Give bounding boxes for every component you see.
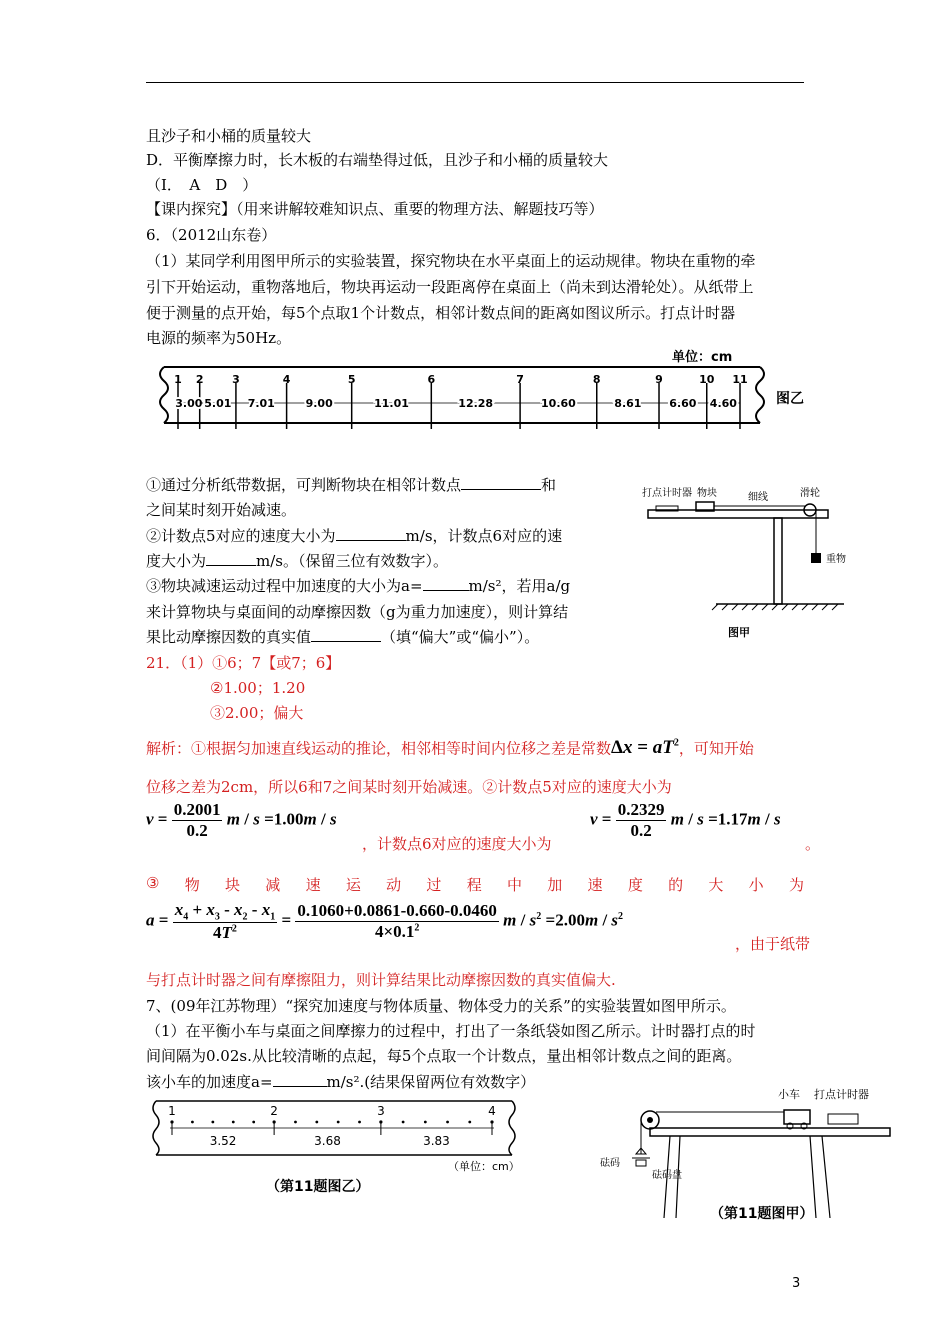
q7-tape-point-label: 3: [377, 1104, 385, 1118]
q6-sub2-text-b: m/s，计数点6对应的速: [405, 527, 563, 545]
q7-tape-point-label: 1: [168, 1104, 176, 1118]
q6-sub3-text-e: （填“偏大”或“偏小”）。: [381, 628, 540, 646]
spaced-char: 运: [345, 876, 361, 894]
q7-text-4a: 该小车的加速度a=: [146, 1073, 273, 1091]
accel-numerator: 0.1060+0.0861-0.660-0.0460: [297, 901, 497, 921]
formula-v6: v = $\frac{0.2329}{0.2}$ m / s =1.17m / s: [590, 800, 781, 840]
v6-result: =1.17: [708, 809, 748, 829]
answer-blank-2[interactable]: [336, 526, 406, 541]
tape-point-label: 11: [732, 373, 748, 386]
q7-tape-dot: [446, 1121, 449, 1124]
tape-unit-label: 单位：cm: [672, 350, 733, 365]
q6-sub1-line1: [146, 475, 556, 495]
spaced-char: 小: [748, 876, 764, 894]
q7-tape-point-label: 2: [270, 1104, 278, 1118]
q6-sub1-text-a: ①通过分析纸带数据，可判断物块在相邻计数点: [146, 476, 462, 494]
q6-title: 6．（2012山东卷）: [146, 226, 277, 244]
answer-blank-4[interactable]: [423, 576, 469, 591]
spaced-char: 过: [426, 876, 442, 894]
answer-blank-3[interactable]: [206, 551, 256, 566]
tape-point-label: 8: [592, 373, 601, 386]
q7-apparatus-figure: [600, 1080, 900, 1230]
tape-distance-label: 4.60: [709, 397, 737, 410]
tape-point-label: 1: [174, 373, 182, 386]
spaced-char: ③: [146, 874, 160, 892]
q7-tape-unit: （单位：cm）: [448, 1160, 520, 1173]
spaced-char: 速: [587, 876, 603, 894]
q6-sub3-text-b: m/s²，若用a/g: [468, 577, 571, 595]
q7-tape-dot: [252, 1121, 255, 1124]
accel-denominator: 4×0.1: [374, 922, 415, 942]
page-number: 3: [792, 1276, 801, 1291]
v6-period: 。: [805, 835, 821, 853]
q7-label-pan: 砝码盘: [652, 1170, 682, 1181]
spaced-char: 动: [386, 876, 402, 894]
tape-distance-label: 12.28: [458, 397, 494, 410]
q7-tape-distance: 3.52: [209, 1134, 237, 1148]
q7-tape-dot: [315, 1121, 318, 1124]
continuation-line: 且沙子和小桶的质量较大: [146, 127, 312, 145]
label-timer: 打点计时器: [642, 488, 692, 499]
tape-distance-label: 9.00: [305, 397, 333, 410]
tape-point-label: 6: [427, 373, 436, 386]
analysis-line-2: 位移之差为2cm，所以6和7之间某时刻开始减速。②计数点5对应的速度大小为: [146, 778, 672, 796]
section-header: 【课内探究】（用来讲解较难知识点、重要的物理方法、解题技巧等）: [146, 200, 604, 218]
analysis-line-3: [146, 874, 804, 895]
answer-blank-5[interactable]: [311, 627, 381, 642]
q6-sub2-text-c: 度大小为: [146, 552, 207, 570]
v5-result: =1.00: [264, 809, 304, 829]
q7-tape-dot: [191, 1121, 194, 1124]
tape-distance-label: 11.01: [374, 397, 409, 410]
q7-label-timer: 打点计时器: [814, 1088, 869, 1101]
q6-sub3-line2: 来计算物块与桌面间的动摩擦因数（g为重力加速度），则计算结: [146, 603, 569, 621]
analysis-line-1: [146, 734, 754, 758]
spaced-char: 加: [547, 876, 563, 894]
tape-distance-label: 10.60: [541, 397, 576, 410]
q7-tape-dot: [402, 1121, 405, 1124]
q6-sub3-line1: [146, 576, 570, 596]
tape-distance-label: 8.61: [614, 397, 642, 410]
q6-stem-1: （1）某同学利用图甲所示的实验装置，探究物块在水平桌面上的运动规律。物块在重物的牵: [146, 252, 756, 270]
q7-line-3: 间间隔为0.02s.从比较清晰的点起，每5个点取一个计数点，量出相邻计数点之间的距离。: [146, 1047, 742, 1065]
label-pulley: 滑轮: [800, 488, 820, 499]
spaced-char: 度: [627, 876, 643, 894]
tape-point-label: 3: [232, 373, 240, 386]
tape-distance-label: 7.01: [247, 397, 275, 410]
q7-label-weights: 砝码: [600, 1158, 620, 1169]
label-weight: 重物: [826, 554, 846, 565]
answer-line-3: ③2.00；偏大: [210, 704, 304, 722]
q7-tape-dot: [211, 1121, 214, 1124]
q6-sub2-line2: [146, 551, 448, 571]
tape-point-label: 5: [347, 373, 356, 386]
q6-sub2-text-a: ②计数点5对应的速度大小为: [146, 527, 336, 545]
accel-result: =2.00: [545, 910, 585, 930]
q6-sub3-text-d: 果比动摩擦因数的真实值: [146, 628, 312, 646]
spaced-char: 的: [668, 876, 684, 894]
analysis-line-4: 与打点计时器之间有摩擦阻力，则计算结果比动摩擦因数的真实值偏大.: [146, 971, 616, 989]
tape-point-label: 9: [655, 373, 663, 386]
q6-stem-3: 便于测量的点开始，每5个点取1个计数点，相邻计数点间的距离如图议所示。打点计时器: [146, 304, 736, 322]
tape-distance-label: 3.00: [175, 397, 203, 410]
q7-tape-point-label: 4: [488, 1104, 496, 1118]
spaced-char: 中: [506, 876, 522, 894]
q7-tape-dot: [358, 1121, 361, 1124]
header-rule: [146, 82, 804, 83]
tape-distance-label: 6.60: [669, 397, 697, 410]
analysis-text-4a: ，由于纸带: [735, 935, 811, 953]
q7-tape-dot: [294, 1121, 297, 1124]
q7-tape-distance: 3.83: [423, 1134, 450, 1148]
q6-sub1-text-b: 和: [541, 476, 557, 494]
q7-line-1: 7、(09年江苏物理）“探究加速度与物体质量、物体受力的关系”的实验装置如图甲所示。: [146, 997, 736, 1015]
q7-tape-dot: [424, 1121, 427, 1124]
spaced-char: 速: [305, 876, 321, 894]
q7-tape-distance: 3.68: [314, 1134, 341, 1148]
label-string: 细线: [748, 492, 768, 503]
v5-numerator: 0.2001: [173, 800, 221, 819]
spaced-char: 程: [466, 876, 482, 894]
answer-5: （Ⅰ． A D ）: [146, 176, 258, 194]
q6-stem-4: 电源的频率为50Hz。: [146, 329, 292, 347]
v6-text: ，计数点6对应的速度大小为: [362, 835, 552, 853]
apparatus-caption: 图甲: [728, 626, 750, 639]
q7-line-2: （1）在平衡小车与桌面之间摩擦力的过程中，打出了一条纸袋如图乙所示。计时器打点的时: [146, 1022, 756, 1040]
q6-sub2-text-d: m/s。（保留三位有效数字）。: [256, 552, 448, 570]
label-block: 物块: [697, 488, 717, 499]
answer-line-1: 21．（1）①6；7【或7；6】: [146, 654, 341, 672]
q6-stem-2: 引下开始运动，重物落地后，物块再运动一段距离停在桌面上（尚未到达滑轮处）。从纸带上: [146, 278, 754, 296]
q6-sub2-line1: [146, 526, 562, 546]
q7-label-cart: 小车: [778, 1088, 800, 1101]
answer-blank-6[interactable]: [273, 1072, 327, 1087]
answer-blank-1[interactable]: [461, 475, 541, 490]
tape-point-label: 4: [282, 373, 291, 386]
option-d: D．平衡摩擦力时，长木板的右端垫得过低，且沙子和小桶的质量较大: [146, 151, 609, 169]
tape-point-label: 10: [699, 373, 715, 386]
q6-apparatus-figure: [620, 478, 850, 653]
analysis-text-1a: 解析：①根据匀加速直线运动的推论，相邻相等时间内位移之差是常数: [146, 739, 612, 758]
q7-apparatus-caption: （第11题图甲）: [710, 1206, 814, 1222]
v5-denominator: 0.2: [186, 821, 208, 840]
q6-sub1-line2: 之间某时刻开始减速。: [146, 501, 297, 519]
q7-text-4b: m/s².(结果保留两位有效数字）: [326, 1073, 536, 1091]
q7-tape-figure: [148, 1095, 528, 1205]
formula-v5: v = $\frac{0.2001}{0.2}$ m / s =1.00m / s: [146, 800, 337, 840]
spaced-char: 大: [708, 876, 724, 894]
q7-tape-dot: [337, 1121, 340, 1124]
q7-tape-caption: （第11题图乙）: [266, 1179, 370, 1195]
q7-line-4: [146, 1072, 535, 1092]
formula-acceleration: a = $\frac{x_4 + x_3 - x_2 - x_1}{4T^2}$ = $\frac{0.1060+0.0861-0.660-0.0460}{4\times 0.1^2}$ $m / s^2 =2.00m / s^2$: [146, 900, 624, 943]
v6-numerator: 0.2329: [617, 800, 665, 819]
formula-delta-x: $\Delta x = aT^2$: [611, 737, 679, 759]
q7-tape-dot: [468, 1121, 471, 1124]
tape-figure-label: 图乙: [776, 391, 804, 407]
tape-distance-label: 5.01: [204, 397, 232, 410]
spaced-char: 物: [184, 876, 200, 894]
v6-denominator: 0.2: [630, 821, 652, 840]
q6-tape-figure: [140, 345, 820, 435]
analysis-text-1b: ，可知开始: [678, 739, 754, 758]
tape-point-label: 2: [195, 373, 204, 386]
spaced-char: 减: [265, 876, 281, 894]
q6-sub3-line3: [146, 627, 539, 647]
spaced-char: 为: [788, 876, 804, 894]
answer-line-2: ②1.00；1.20: [210, 679, 306, 697]
spaced-char: 块: [225, 876, 241, 894]
q7-tape-dot: [232, 1121, 235, 1124]
tape-point-label: 7: [516, 373, 524, 386]
q6-sub3-text-a: ③物块减速运动过程中加速度的大小为a=: [146, 577, 423, 595]
